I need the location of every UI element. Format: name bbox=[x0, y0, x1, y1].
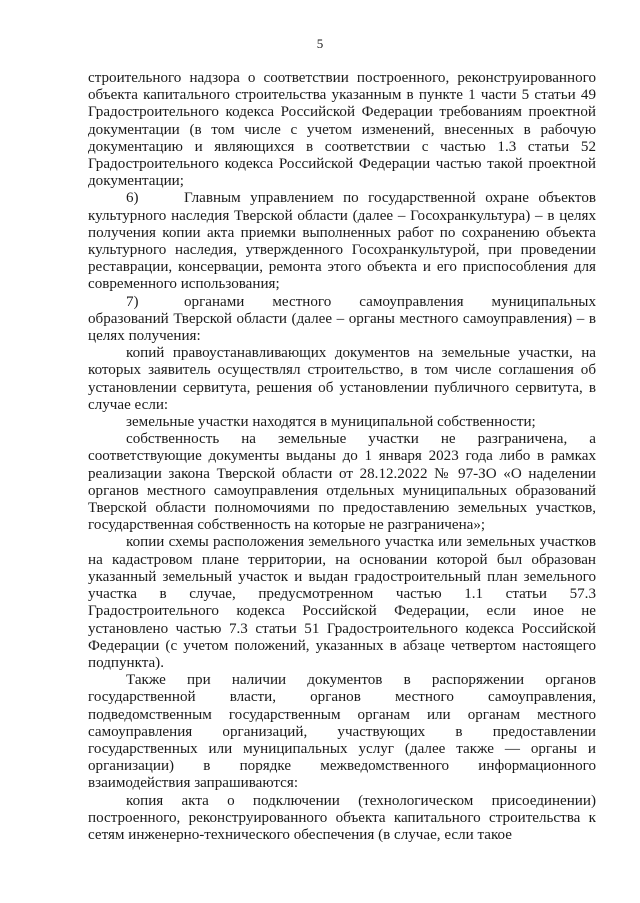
list-item-text: органами местного самоуправления муниципальных образований Тверской области (далее – органы местного самоуправления) – в целях получения: bbox=[88, 293, 596, 345]
paragraph-building-supervision: строительного надзора о соответствии построенного, реконструированного объекта капитального строительства указанным в пункте 1 части 5 статьи 49 Градостроительного кодекса Российской Федерации требованиям проектной документации (в том числе с учетом изменений, внесенных в рабочую документацию и являющихся в соответствии с частью 1.3 статьи 52 Градостроительного кодекса Российской Федерации частью такой проектной документации; bbox=[88, 70, 596, 190]
list-item-text: Главным управлением по государственной охране объектов культурного наследия Тверской области (далее – Госохранкультура) – в целях получения копии акта приемки выполненных работ по сохранению объекта культурного наследия, утвержденного Госохранкультурой, при проведении реставрации, консервации, ремонта этого объекта и его приспособления для современного использования; bbox=[88, 190, 596, 293]
paragraph-title-documents: копий правоустанавливающих документов на земельные участки, на которых заявитель осуществлял строительство, в том числе соглашения об установлении сервитута, решения об установлении публичного сервитута, в случае если: bbox=[88, 345, 596, 413]
paragraph-interagency-request: Также при наличии документов в распоряжении органов государственной власти, органов местного самоуправления, подведомственным государственным органам или органам местного самоуправления организаций, участвующих в предоставлении государственных или муниципальных услуг (далее также — органы и организации) в порядке межведомственного информационного взаимодействия запрашиваются: bbox=[88, 672, 596, 792]
paragraph-undivided-property: собственность на земельные участки не разграничена, а соответствующие документы выданы до 1 января 2023 года либо в рамках реализации закона Тверской области от 28.12.2022 № 97-ЗО «О наделении органов местного самоуправления отдельных муниципальных образований Тверской области полномочиями по предоставлению земельных участков, государственная собственность на которые не разграничена»; bbox=[88, 431, 596, 534]
paragraph-municipal-property: земельные участки находятся в муниципальной собственности; bbox=[126, 414, 536, 431]
page-number: 5 bbox=[316, 36, 324, 51]
paragraph-land-scheme: копии схемы расположения земельного участка или земельных участков на кадастровом плане территории, на основании которой был образован указанный земельный участок и выдан градостроительный план земельного участка в случае, предусмотренном частью 1.1 статьи 57.3 Градостроительного кодекса Российской Федерации, если иное не установлено частью 7.3 статьи 51 Градостроительного кодекса Российской Федерации (с учетом положений, указанных в абзаце четвертом настоящего подпункта). bbox=[88, 534, 596, 671]
document-body bbox=[88, 70, 596, 844]
list-number: 7) bbox=[126, 293, 139, 310]
list-item-7 bbox=[88, 294, 596, 346]
paragraph-connection-act: копия акта о подключении (технологическом присоединении) построенного, реконструированного объекта капитального строительства к сетям инженерно-технического обеспечения (в случае, если такое bbox=[88, 792, 596, 843]
list-number: 6) bbox=[126, 190, 139, 207]
list-item-6 bbox=[88, 190, 596, 293]
